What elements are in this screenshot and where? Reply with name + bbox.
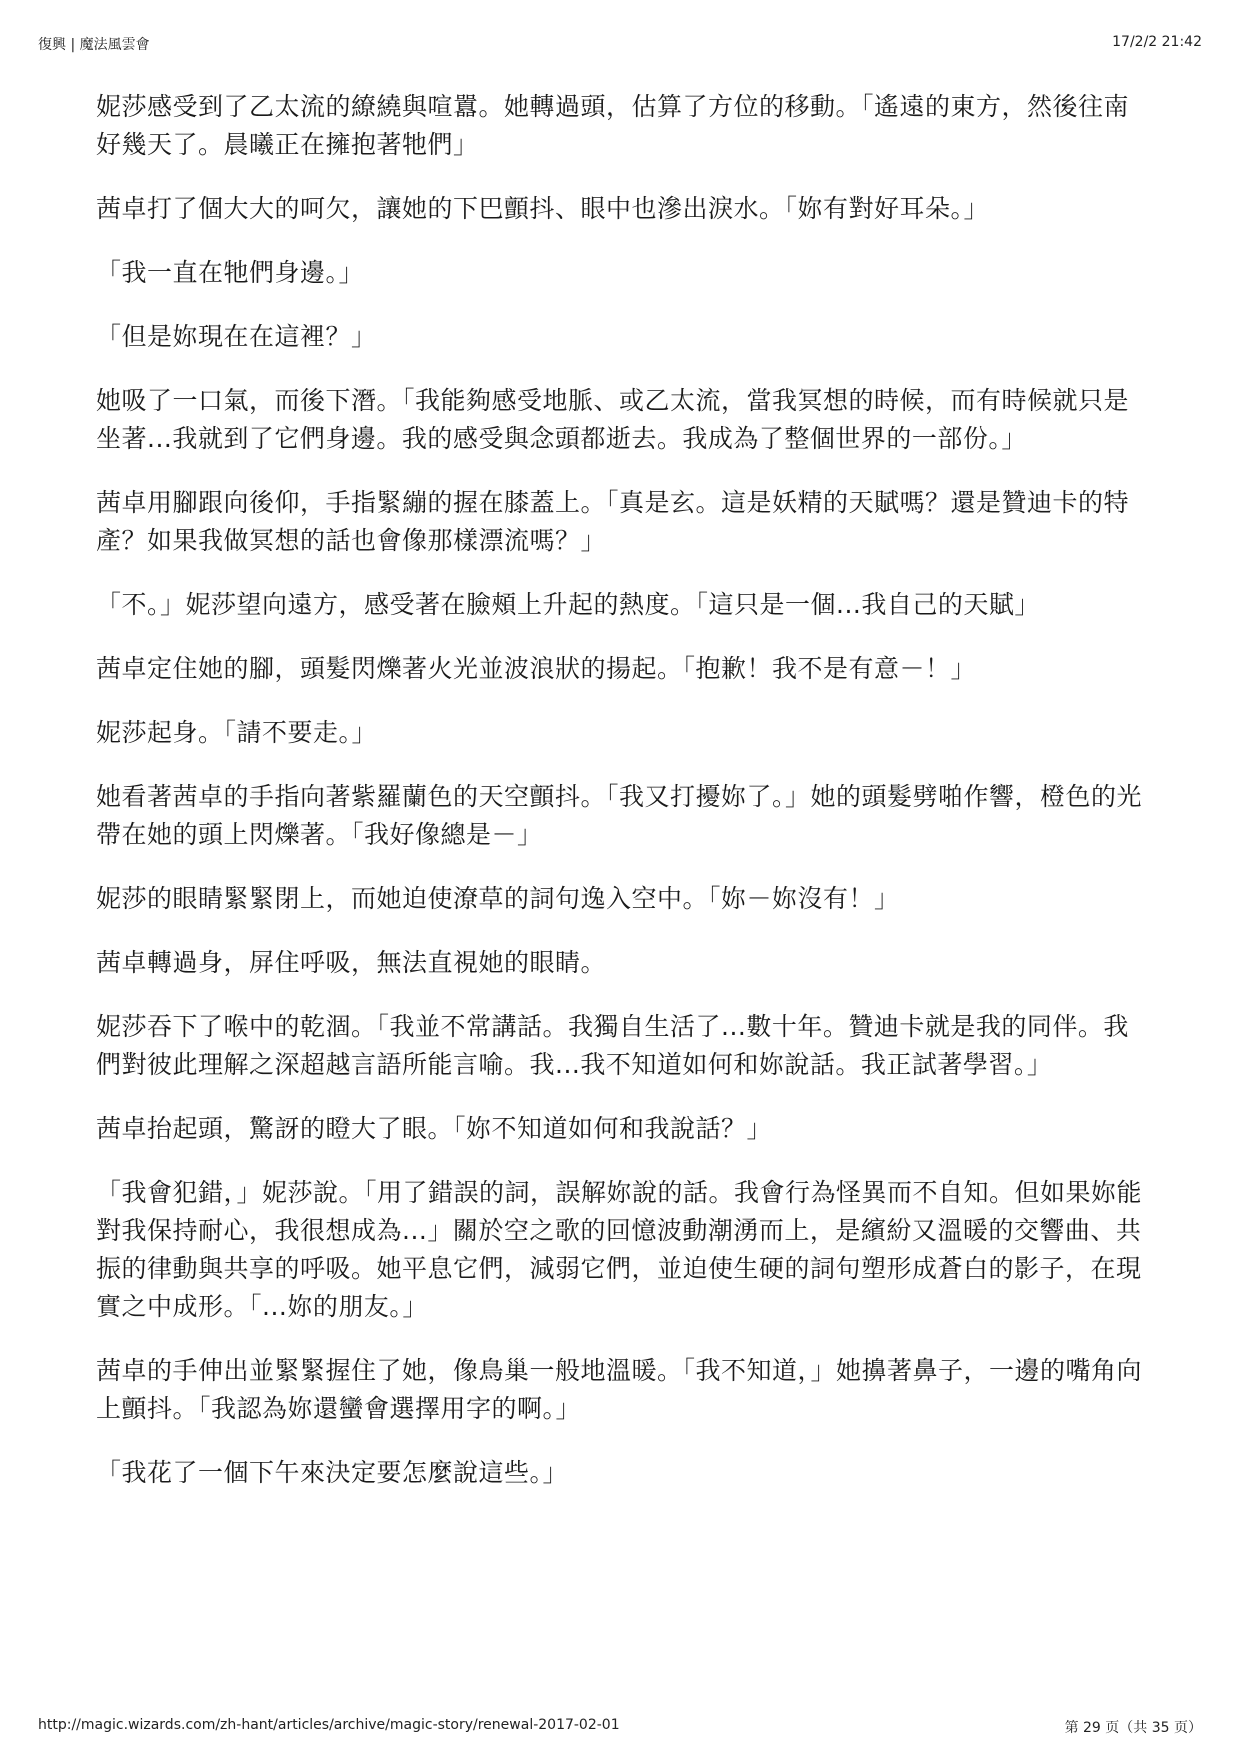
print-datetime: 17/2/2 21:42 [1112, 34, 1202, 50]
paragraph: 「我會犯錯，」妮莎說。「用了錯誤的詞，誤解妳說的話。我會行為怪異而不自知。但如果妳能對我保持耐心，我很想成為...」關於空之歌的回憶波動潮湧而上，是繽紛又溫暖的交響曲、共振的律動與共享的呼吸。她平息它們，減弱它們，並迫使生硬的詞句塑形成蒼白的影子，在現實之中成形。「...妳的朋友。」 [96, 1178, 1143, 1321]
paragraph: 妮莎起身。「請不要走。」 [96, 718, 378, 747]
print-header [38, 34, 1202, 54]
paragraph: 「我花了一個下午來決定要怎麼說這些。」 [96, 1458, 569, 1487]
paragraph: 「但是妳現在在這裡？」 [96, 322, 377, 351]
paragraph: 茜卓轉過身，屏住呼吸，無法直視她的眼睛。 [96, 948, 607, 977]
paragraph: 她吸了一口氣，而後下潛。「我能夠感受地脈、或乙太流，當我冥想的時候，而有時候就只是坐著...我就到了它們身邊。我的感受與念頭都逝去。我成為了整個世界的一部份。」 [96, 386, 1130, 453]
paragraph: 茜卓定住她的腳，頭髮閃爍著火光並波浪狀的揚起。「抱歉！我不是有意－！」 [96, 654, 977, 683]
paragraph: 茜卓抬起頭，驚訝的瞪大了眼。「妳不知道如何和我說話？」 [96, 1114, 773, 1143]
paragraph: 「不。」妮莎望向遠方，感受著在臉頰上升起的熱度。「這只是一個...我自己的天賦」 [96, 590, 1040, 619]
paragraph: 妮莎的眼睛緊緊閉上，而她迫使潦草的詞句逸入空中。「妳－妳沒有！」 [96, 884, 900, 913]
paragraph: 「我一直在牠們身邊。」 [96, 258, 365, 287]
paragraph: 妮莎吞下了喉中的乾涸。「我並不常講話。我獨自生活了...數十年。贊迪卡就是我的同伴。我們對彼此理解之深超越言語所能言喻。我...我不知道如何和妳說話。我正試著學習。」 [96, 1012, 1129, 1079]
paragraph: 茜卓打了個大大的呵欠，讓她的下巴顫抖、眼中也滲出淚水。「妳有對好耳朵。」 [96, 194, 990, 223]
paragraph: 她看著茜卓的手指向著紫羅蘭色的天空顫抖。「我又打擾妳了。」她的頭髮劈啪作響，橙色的光帶在她的頭上閃爍著。「我好像總是－」 [96, 782, 1143, 849]
paragraph: 妮莎感受到了乙太流的繚繞與喧囂。她轉過頭，估算了方位的移動。「遙遠的東方，然後往南好幾天了。晨曦正在擁抱著牠們」 [96, 92, 1130, 159]
paragraph: 茜卓的手伸出並緊緊握住了她，像鳥巢一般地溫暖。「我不知道，」她擤著鼻子，一邊的嘴角向上顫抖。「我認為妳還蠻會選擇用字的啊。」 [96, 1356, 1143, 1423]
article-body [96, 88, 1144, 1518]
page-title: 復興 | 魔法風雲會 [38, 37, 150, 53]
paragraph: 茜卓用腳跟向後仰，手指緊繃的握在膝蓋上。「真是玄。這是妖精的天賦嗎？還是贊迪卡的特產？如果我做冥想的話也會像那樣漂流嗎？」 [96, 488, 1130, 555]
print-footer [38, 1717, 1202, 1737]
page-url: http://magic.wizards.com/zh-hant/articles/archive/magic-story/renewal-2017-02-01 [38, 1717, 620, 1733]
page-number: 第 29 页（共 35 页） [1064, 1720, 1202, 1736]
